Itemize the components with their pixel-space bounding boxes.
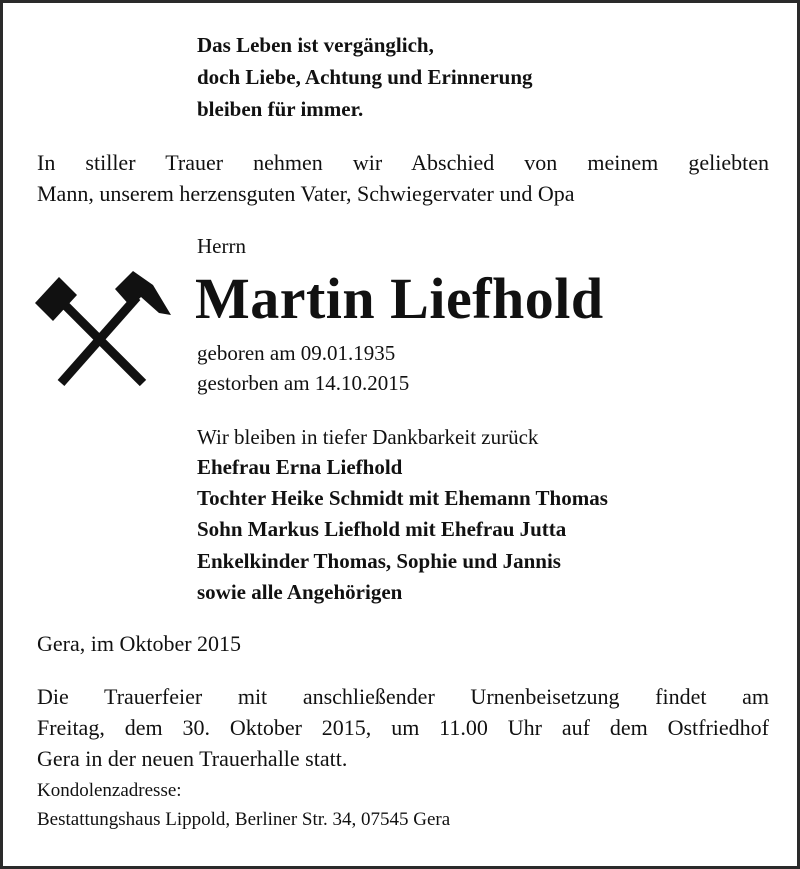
salutation: Herrn bbox=[197, 234, 246, 258]
funeral-line-1: Die Trauerfeier mit anschließender Urnenbeisetzung findet am bbox=[37, 684, 769, 709]
deceased-name: Martin Liefhold bbox=[195, 266, 604, 331]
mourners-intro: Wir bleiben in tiefer Dankbarkeit zurück bbox=[197, 425, 539, 449]
birth-date: geboren am 09.01.1935 bbox=[197, 341, 396, 365]
motto-line-3: bleiben für immer. bbox=[197, 97, 364, 121]
mourner-line: sowie alle Angehörigen bbox=[197, 580, 403, 604]
funeral-line-3: Gera in der neuen Trauerhalle statt. bbox=[37, 746, 348, 771]
death-date: gestorben am 14.10.2015 bbox=[197, 371, 410, 395]
mourner-line: Enkelkinder Thomas, Sophie und Jannis bbox=[197, 549, 561, 573]
mourner-line: Tochter Heike Schmidt mit Ehemann Thomas bbox=[197, 486, 608, 510]
intro-line-1: In stiller Trauer nehmen wir Abschied von meinem geliebten bbox=[37, 150, 769, 175]
mourner-line: Sohn Markus Liefhold mit Ehefrau Jutta bbox=[197, 517, 567, 541]
condolence-label: Kondolenzadresse: bbox=[37, 780, 182, 801]
mourner-line: Ehefrau Erna Liefhold bbox=[197, 455, 403, 479]
funeral-line-2: Freitag, dem 30. Oktober 2015, um 11.00 Uhr auf dem Ostfriedhof bbox=[37, 715, 769, 740]
intro-line-2: Mann, unserem herzensguten Vater, Schwiegervater und Opa bbox=[37, 181, 575, 206]
place-date: Gera, im Oktober 2015 bbox=[37, 631, 242, 656]
condolence-address: Bestattungshaus Lippold, Berliner Str. 34, 07545 Gera bbox=[37, 809, 451, 830]
motto-line-2: doch Liebe, Achtung und Erinnerung bbox=[197, 65, 533, 89]
motto-line-1: Das Leben ist vergänglich, bbox=[197, 33, 434, 57]
hammer-and-pick-icon bbox=[31, 267, 171, 389]
